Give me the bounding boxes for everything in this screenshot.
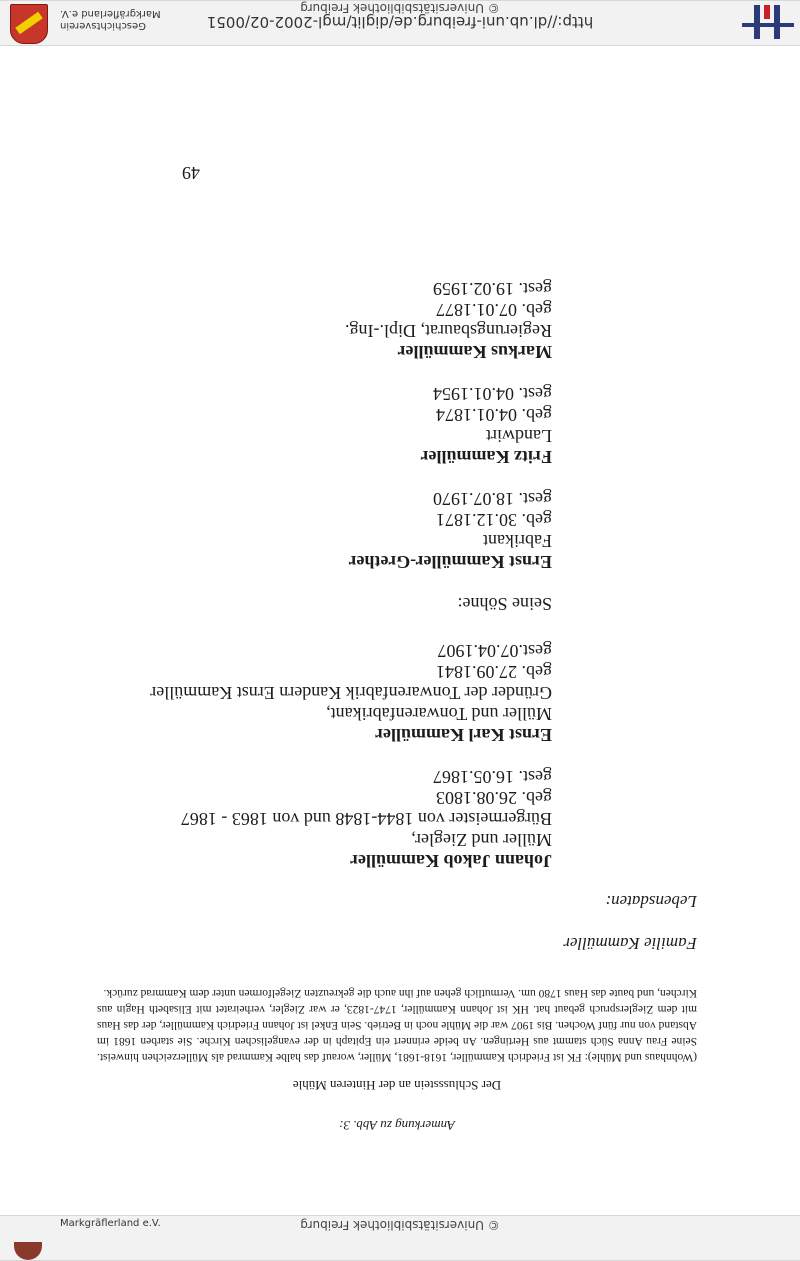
person-line: Müller und Tonwarenfabrikant, [326, 704, 552, 724]
note-line: in Betrieb. Sein Enkel ist Johann Friedrich Kammüller, der das Haus mit dem Zieglerspruch gebaut hat. [97, 1003, 697, 1031]
document-url[interactable]: http://dl.ub.uni-freiburg.de/diglit/mgl-2002-02/0051 [206, 13, 594, 31]
son-line: gest. 04.01.1954 [433, 384, 552, 404]
son-name: Fritz Kammüller [420, 447, 552, 467]
son-line: gest. 19.02.1959 [433, 279, 552, 299]
son-line: Fabrikant [483, 531, 552, 551]
son-line: geb. 07.01.1877 [436, 300, 552, 320]
family-title: Familie Kammüller [563, 934, 697, 953]
person-name: Ernst Karl Kammüller [375, 725, 552, 745]
note-body [97, 985, 697, 1065]
son-line: geb. 04.01.1874 [436, 405, 552, 425]
person-line: gest.07.04.1907 [437, 641, 552, 661]
life-title: Lebensdaten: [605, 892, 697, 911]
note-subtitle: Der Schlussstein an der Hinteren Mühle [292, 1078, 502, 1093]
society-name: Markgräflerland e.V. [60, 1218, 161, 1229]
son-name: Markus Kammüller [397, 342, 552, 362]
coat-of-arms-icon [10, 4, 48, 44]
son-name: Ernst Kammüller-Grether [348, 552, 552, 572]
person-name: Johann Jakob Kammüller [349, 851, 552, 871]
son-line: gest. 18.07.1970 [433, 489, 552, 509]
coat-of-arms-icon [14, 1242, 42, 1260]
person-line: Müller und Ziegler, [411, 830, 552, 850]
note-line: baute das Haus 1780 um. Vermutlich gehen auf ihn auch die gekreuzten Ziegelformen unter dem Kammrad [140, 987, 635, 999]
son-line: geb. 30.12.1871 [436, 510, 552, 530]
page-content [97, 278, 697, 1133]
scanned-page [0, 44, 800, 1215]
son-line: Regierungsbaurat, Dipl.-Ing. [345, 321, 552, 341]
person-line: geb. 27.09.1841 [436, 662, 552, 682]
person-entry [97, 278, 552, 871]
society-name [60, 7, 161, 31]
note-line: zurück. [103, 987, 138, 999]
note-line: HK ist Johann Kammüller, 1747-1823, er war Ziegler, verheiratet mit Elisabeth Hagin aus Kirchen, und [96, 987, 697, 1015]
society-line: Markgräflerland e.V. [60, 8, 161, 19]
footer-bar [0, 1215, 800, 1261]
person-line: geb. 26.08.1803 [436, 788, 552, 808]
note-line: evangelischen Kirche. Sie starben 1681 im Abstand von nur fünf Wochen. Bis 1907 war die Mühle noch [96, 1019, 697, 1047]
provider-text: © Universitätsbibliothek Freiburg [300, 1218, 500, 1232]
son-line: Landwirt [486, 426, 552, 446]
note-line: Müllerzeichen hinweist. Seine Frau Anna Süch stammt aus Hertingen. An beide erinnert ein Epitaph in der [97, 1035, 697, 1063]
person-line: Gründer der Tonwarenfabrik Kandern Ernst Kammüller [150, 683, 552, 703]
person-line: Bürgermeister von 1844-1848 und von 1863 - 1867 [180, 809, 552, 829]
page-number: 49 [182, 163, 200, 183]
note-title: Anmerkung zu Abb. 3: [338, 1118, 456, 1133]
sons-label: Seine Söhne: [457, 594, 552, 614]
provider-text: © Universitätsbibliothek Freiburg [300, 1, 500, 15]
society-line: Geschichtsverein [60, 20, 146, 31]
person-line: gest. 16.05.1867 [433, 767, 552, 787]
header-bar [0, 0, 800, 46]
note-line: (Wohnhaus und Mühle): FK ist Friedrich Kammüller, 1618-1681, Müller, worauf das halbe Kammrad als [211, 1051, 697, 1063]
